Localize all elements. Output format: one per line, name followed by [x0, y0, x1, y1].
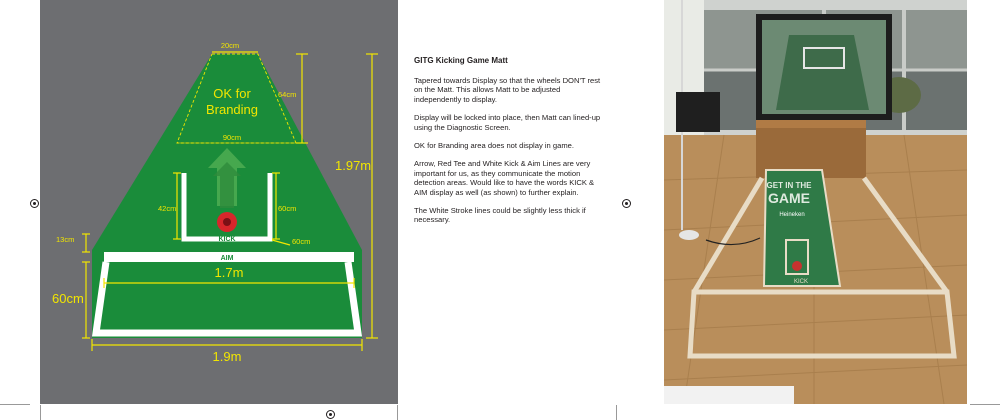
dim-kick-line-gap: 60cm	[292, 237, 311, 246]
dim-kick-left: 42cm	[158, 204, 177, 213]
notes-paragraph-1: Tapered towards Display so that the wheels DON'T rest on the Matt. This allows Matt to be adjusted independently to display.	[414, 76, 601, 104]
dim-branding-height: 64cm	[278, 90, 297, 99]
installation-photo	[664, 0, 967, 404]
dim-top-width: 20cm	[220, 41, 240, 50]
dim-kick-right: 60cm	[278, 204, 297, 213]
aim-label: AIM	[220, 255, 234, 262]
notes-title: GITG Kicking Game Matt	[414, 56, 508, 65]
notes-paragraph-2: Display will be locked into place, then Matt can lined-up using the Diagnostic Screen.	[414, 113, 601, 132]
branding-text-line1: OK for	[213, 86, 251, 101]
notes-paragraph-4: Arrow, Red Tee and White Kick & Aim Lines are very important for us, as they communicate the motion detection areas. Would like to have the words KICK & AIM display as well (as shown) to further explain.	[414, 159, 595, 197]
crop-mark	[0, 404, 30, 405]
registration-mark-right	[622, 199, 631, 208]
dim-outer-width: 1.9m	[212, 349, 242, 364]
dim-inner-width: 1.7m	[214, 265, 244, 280]
crop-mark	[970, 404, 1000, 405]
dim-bottom-height: 60cm	[52, 291, 84, 306]
mat-kick-label: KICK	[793, 279, 809, 285]
dim-aim-gap: 13cm	[56, 235, 75, 244]
notes-paragraph-3: OK for Branding area does not display in game.	[414, 141, 574, 151]
dim-branding-width: 90cm	[222, 133, 242, 142]
mat-headline-line2: GAME	[768, 190, 810, 206]
crop-mark	[397, 405, 398, 420]
notes-column	[414, 56, 606, 234]
crop-mark	[40, 405, 41, 420]
mat-brand: Heineken	[779, 212, 805, 218]
kick-label: KICK	[218, 236, 236, 243]
registration-mark-left	[30, 199, 39, 208]
mat-headline-line1: GET IN THE	[766, 181, 812, 190]
crop-mark	[616, 405, 617, 420]
branding-text-line2: Branding	[205, 102, 259, 117]
red-tee-inner	[223, 218, 231, 226]
dim-total-height: 1.97m	[335, 158, 372, 173]
photo-illustration	[664, 0, 967, 404]
mat-diagram-panel	[40, 0, 398, 404]
notes-paragraph-5: The White Stroke lines could be slightly less thick if necessary.	[414, 206, 586, 225]
mat-diagram	[40, 0, 398, 404]
registration-mark-bottom	[326, 410, 335, 419]
